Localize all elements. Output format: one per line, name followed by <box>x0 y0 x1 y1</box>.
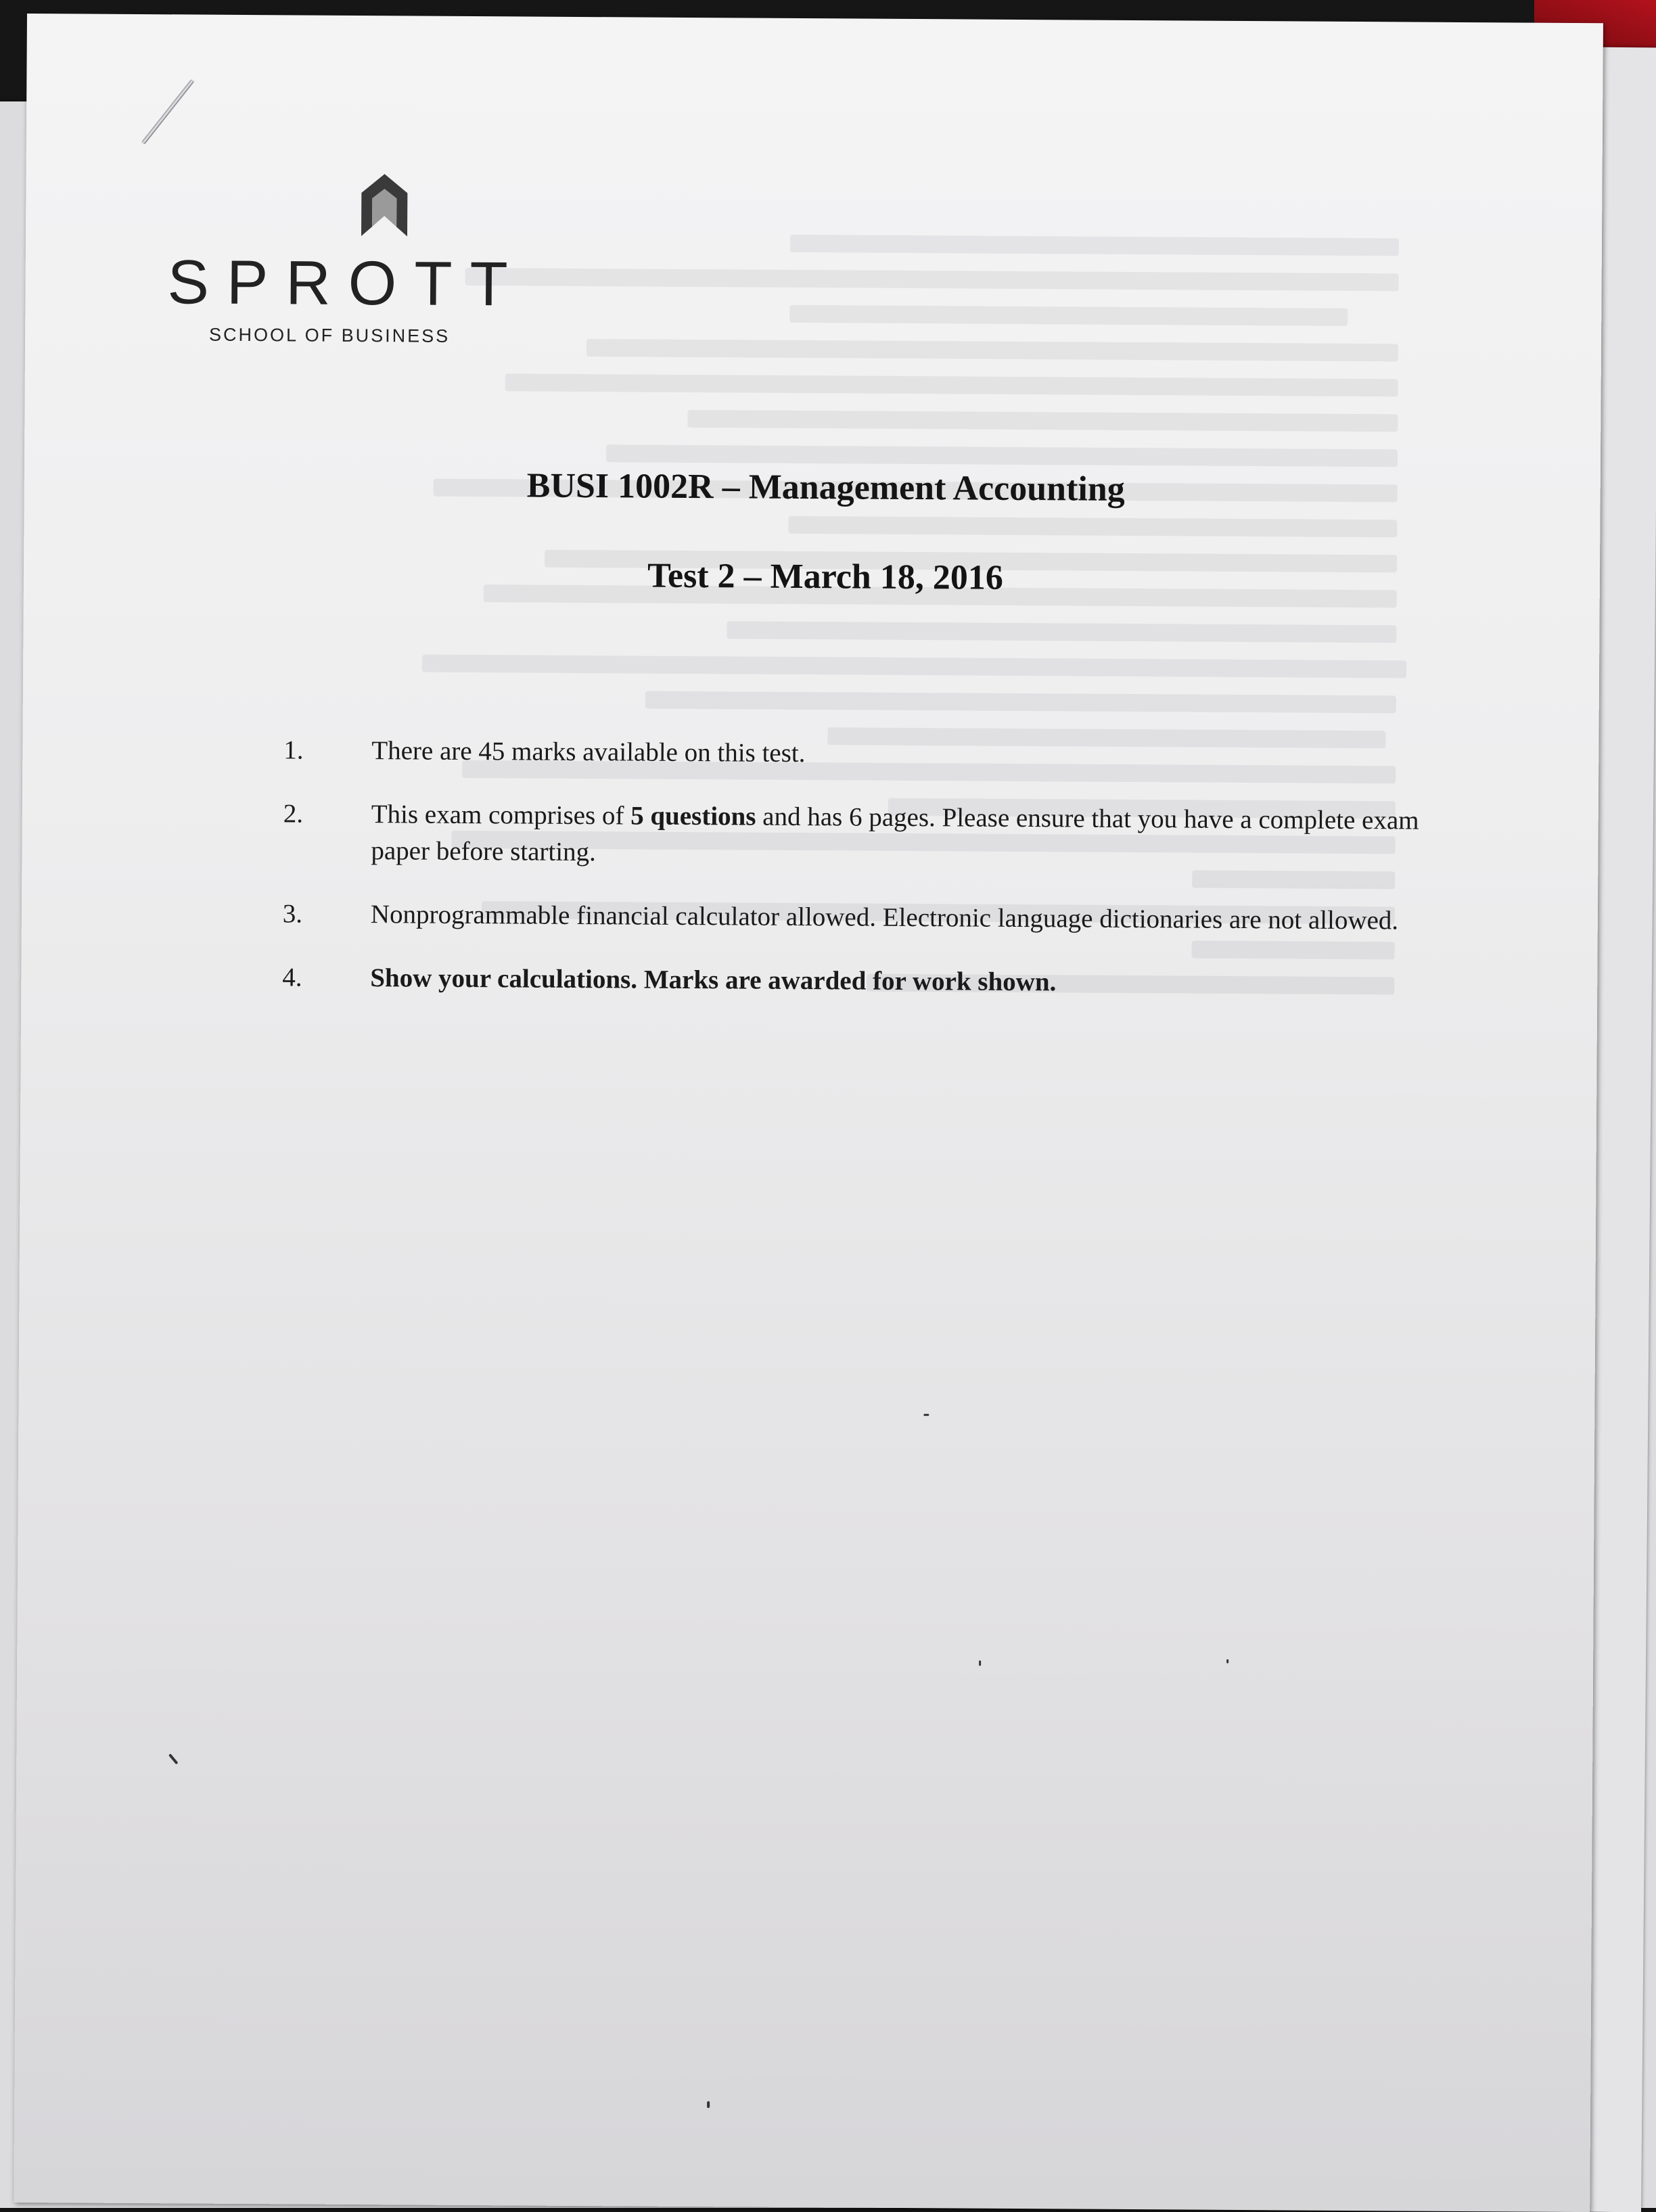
paper-speck <box>979 1661 981 1666</box>
staple <box>141 78 195 145</box>
instruction-item <box>238 896 1429 940</box>
paper-speck <box>923 1414 929 1416</box>
instruction-number: 2. <box>283 799 304 829</box>
logo-wordmark: SPROTT <box>167 248 526 319</box>
instructions-list <box>237 732 1430 1030</box>
logo-subtitle: SCHOOL OF BUSINESS <box>209 324 451 346</box>
instruction-number: 4. <box>282 963 302 992</box>
instruction-item <box>239 732 1429 776</box>
instruction-text: Nonprogrammable financial calculator allowed. Electronic language dictionaries are not allowed. <box>370 900 1399 936</box>
test-title: Test 2 – March 18, 2016 <box>647 556 1003 597</box>
instruction-text-end: and has 6 pages. Please ensure that you have a complete exam paper before starting. <box>371 802 1419 867</box>
paper-speck <box>168 1753 179 1764</box>
question-count-emphasis: 5 questions <box>630 801 756 831</box>
instruction-text: There are 45 marks available on this test. <box>371 736 806 768</box>
sprott-shield-icon <box>357 171 412 239</box>
instruction-number: 1. <box>283 735 304 765</box>
instruction-text: Show your calculations. Marks are awarded for work shown. <box>370 963 1057 997</box>
course-title: BUSI 1002R – Management Accounting <box>526 466 1125 509</box>
sprott-logo <box>167 170 588 355</box>
instruction-text-start: This exam comprises of <box>371 800 631 831</box>
instruction-item <box>238 796 1429 876</box>
instruction-number: 3. <box>282 899 303 929</box>
exam-cover-page <box>14 14 1603 2212</box>
paper-speck <box>1226 1659 1228 1663</box>
instruction-item <box>237 959 1428 1003</box>
paper-speck <box>707 2101 710 2108</box>
